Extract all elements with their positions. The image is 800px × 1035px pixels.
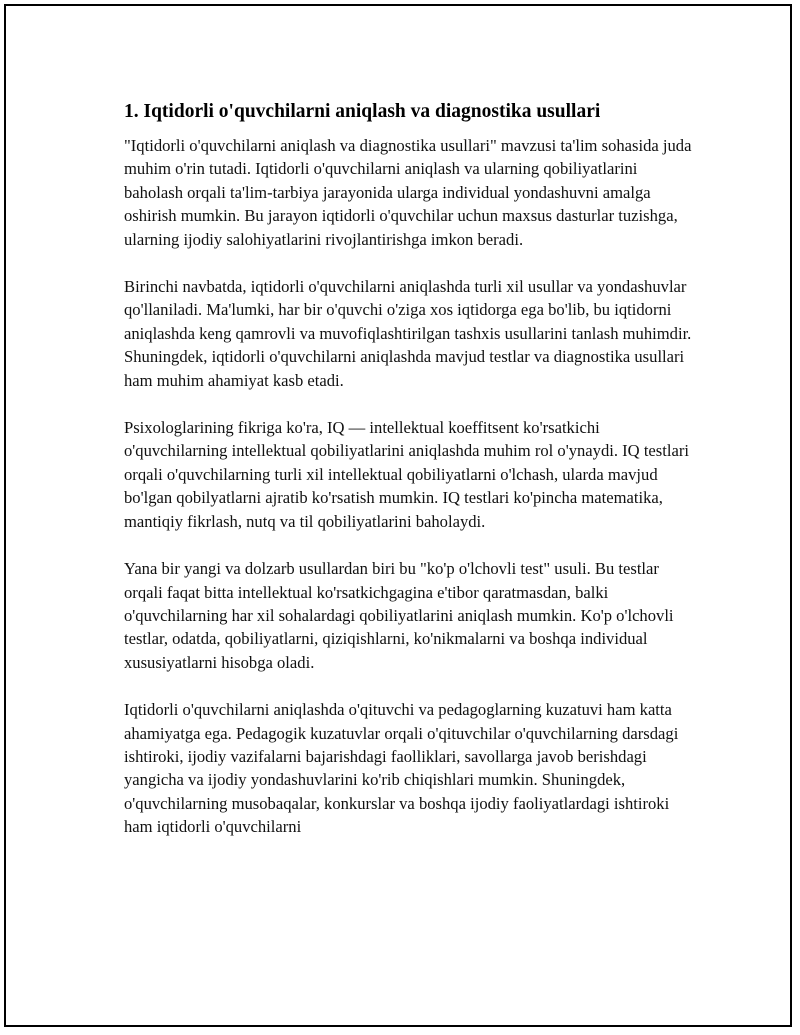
paragraph: Birinchi navbatda, iqtidorli o'quvchilarni aniqlashda turli xil usullar va yondashuvlar qo'llaniladi. Ma'lumki, har bir o'quvchi o'ziga xos iqtidorga ega bo'lib, bu iqtidorni aniqlashda keng qamrovli va muvofiqlashtirilgan tashxis usullarini tanlash muhimdir. Shuningdek, iqtidorli o'quvchilarni aniqlashda mavjud testlar va diagnostika usullari ham muhim ahamiyat kasb etadi. — [124, 277, 692, 390]
document-body — [124, 100, 696, 863]
paragraph: Psixologlarining fikriga ko'ra, IQ — intellektual koeffitsent ko'rsatkichi o'quvchilarning intellektual qobiliyatlarini aniqlashda muhim rol o'ynaydi. IQ testlari orqali o'quvchilarning turli xil intellektual qobiliyatlarni o'lchash, ularda mavjud bo'lgan qobilyatlarni ajratib ko'rsatish mumkin. IQ testlari ko'pincha matematika, mantiqiy fikrlash, nutq va til qobiliyatlarini baholaydi. — [124, 418, 689, 531]
section-heading: 1. Iqtidorli o'quvchilarni aniqlash va diagnostika usullari — [124, 101, 601, 122]
document-page — [4, 4, 792, 1027]
paragraph: Iqtidorli o'quvchilarni aniqlashda o'qituvchi va pedagoglarning kuzatuvi ham katta ahamiyatga ega. Pedagogik kuzatuvlar orqali o'qituvchilar o'quvchilarning darsdagi ishtiroki, ijodiy vazifalarni bajarishdagi faolliklari, savollarga javob berishdagi yangicha va ijodiy yondashuvlarini ko'rib chiqishlari mumkin. Shuningdek, o'quvchilarning musobaqalar, konkurslar va boshqa ijodiy faoliyatlardagi ishtiroki ham iqtidorli o'quvchilarni — [124, 700, 679, 837]
paragraph: Yana bir yangi va dolzarb usullardan biri bu "ko'p o'lchovli test" usuli. Bu testlar orqali faqat bitta intellektual ko'rsatkichgagina e'tibor qaratmasdan, balki o'quvchilarning har xil sohalardagi qobiliyatlarini aniqlash mumkin. Ko'p o'lchovli testlar, odatda, qobiliyatlarni, qiziqishlarni, ko'nikmalarni va boshqa individual xususiyatlarni hisobga oladi. — [124, 559, 674, 672]
paragraph: "Iqtidorli o'quvchilarni aniqlash va diagnostika usullari" mavzusi ta'lim sohasida juda muhim o'rin tutadi. Iqtidorli o'quvchilarni aniqlash va ularning qobiliyatlarini baholash orqali ta'lim-tarbiya jarayonida ularga individual yondashuvni amalga oshirish mumkin. Bu jarayon iqtidorli o'quvchilar uchun maxsus dasturlar tuzishga, ularning ijodiy salohiyatlarini rivojlantirishga imkon beradi. — [124, 136, 692, 249]
